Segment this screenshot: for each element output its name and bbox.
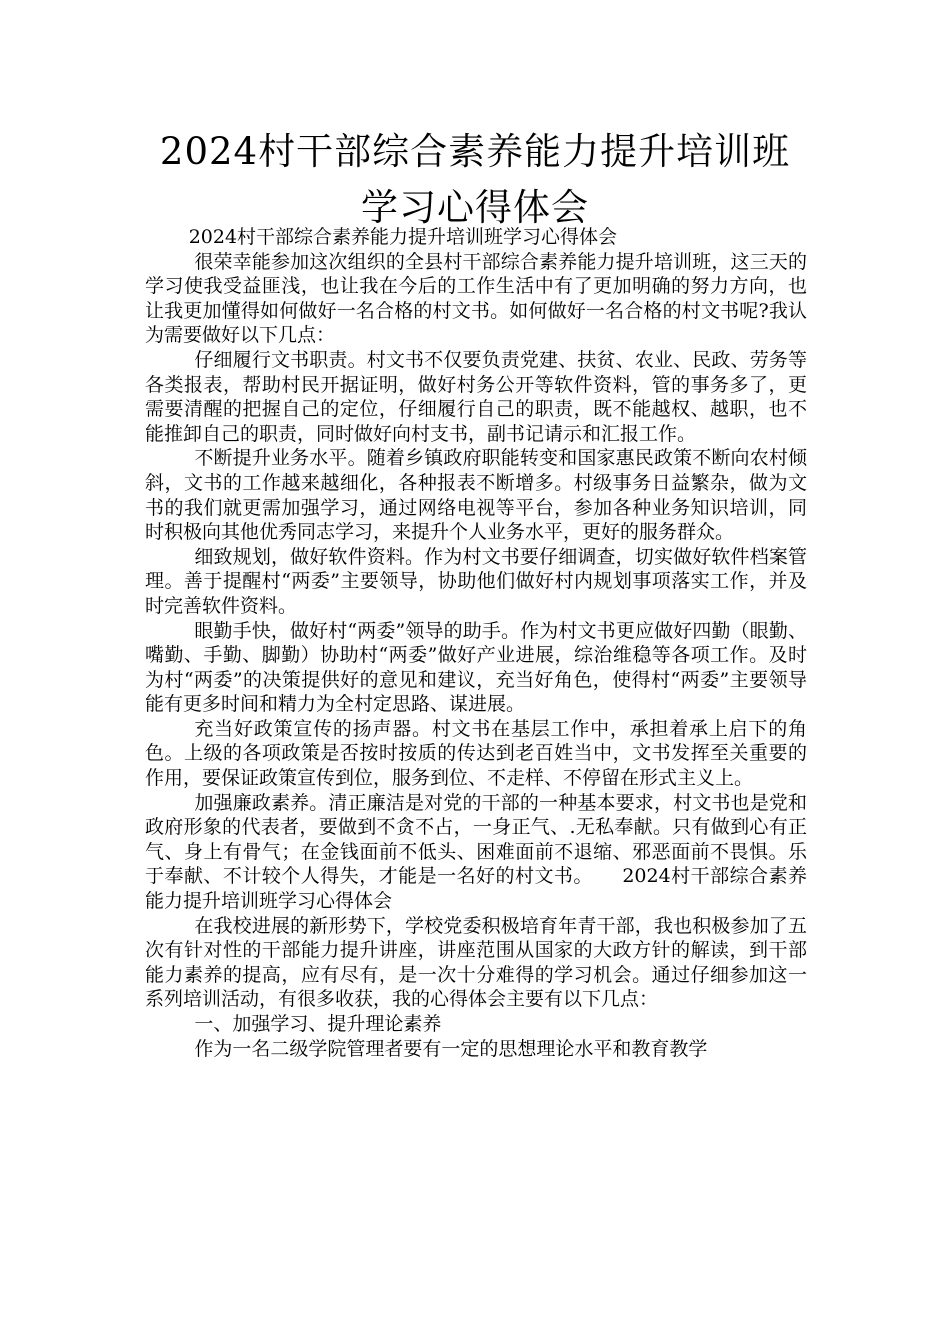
paragraph: 作为一名二级学院管理者要有一定的思想理论水平和教育教学 bbox=[194, 1037, 708, 1060]
document-body bbox=[145, 225, 807, 1061]
paragraph: 仔细履行文书职责。村文书不仅要负责党建、扶贫、农业、民政、劳务等各类报表，帮助村民开据证明，做好村务公开等软件资料，管的事务多了，更需要清醒的把握自己的定位，仔细履行自己的职责，既不能越权、越职，也不能推卸自己的职责，同时做好向村支书，副书记请示和汇报工作。 bbox=[145, 348, 807, 445]
paragraph: 不断提升业务水平。随着乡镇政府职能转变和国家惠民政策不断向农村倾斜，文书的工作越来越细化，各种报表不断增多。村级事务日益繁杂，做为文书的我们就更需加强学习，通过网络电视等平台，参加各种业务知识培训，同时积极向其他优秀同志学习，来提升个人业务水平，更好的服务群众。 bbox=[145, 447, 807, 544]
paragraph: 细致规划，做好软件资料。作为村文书要仔细调查，切实做好软件档案管理。善于提醒村“两委”主要领导，协助他们做好村内规划事项落实工作，并及时完善软件资料。 bbox=[145, 545, 807, 617]
paragraph: 很荣幸能参加这次组织的全县村干部综合素养能力提升培训班，这三天的学习使我受益匪浅，也让我在今后的工作生活中有了更加明确的努力方向，也让我更加懂得如何做好一名合格的村文书。如何做好一名合格的村文书呢?我认为需要做好以下几点： bbox=[145, 250, 807, 347]
paragraph: 眼勤手快，做好村“两委”领导的助手。作为村文书更应做好四勤（眼勤、嘴勤、手勤、脚勤）协助村“两委”做好产业进展，综治维稳等各项工作。及时为村“两委”的决策提供好的意见和建议，充当好角色，使得村“两委”主要领导能有更多时间和精力为全村定思路、谋进展。 bbox=[145, 619, 807, 716]
paragraph: 充当好政策宣传的扬声器。村文书在基层工作中，承担着承上启下的角色。上级的各项政策是否按时按质的传达到老百姓当中，文书发挥至关重要的作用，要保证政策宣传到位，服务到位、不走样、不停留在形式主义上。 bbox=[145, 717, 807, 790]
paragraph: 加强廉政素养。清正廉洁是对党的干部的一种基本要求，村文书也是党和政府形象的代表者，要做到不贪不占，一身正气、.无私奉献。只有做到心有正气、身上有骨气；在金钱面前不低头、困难面前不退缩、邪恶面前不畏惧。乐于奉献、不计较个人得失，才能是一名好的村文书。 2024村干部综合素养能力提升培训班学习心得体会 bbox=[145, 791, 807, 913]
paragraph: 一、加强学习、提升理论素养 bbox=[194, 1013, 442, 1035]
paragraph: 2024村干部综合素养能力提升培训班学习心得体会 bbox=[188, 226, 618, 248]
document-title: 2024村干部综合素养能力提升培训班学习心得体会 bbox=[159, 130, 791, 229]
paragraph: 在我校进展的新形势下，学校党委积极培育年青干部，我也积极参加了五次有针对性的干部能力提升讲座，讲座范围从国家的大政方针的解读，到干部能力素养的提高，应有尽有，是一次十分难得的学习机会。通过仔细参加这一系列培训活动，有很多收获，我的心得体会主要有以下几点： bbox=[145, 914, 807, 1011]
